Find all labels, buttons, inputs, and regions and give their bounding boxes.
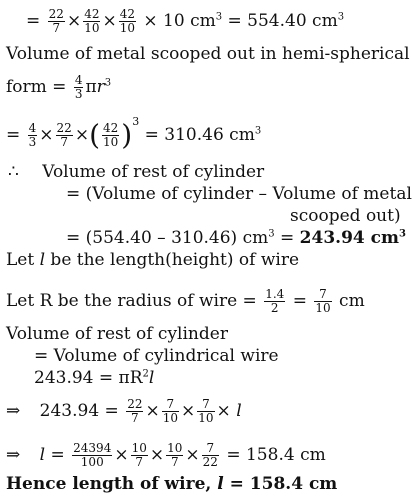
fraction: $\frac{7}{22}$ bbox=[202, 441, 218, 469]
fraction: $\frac{7}{10}$ bbox=[198, 397, 214, 425]
fraction: $\frac{7}{10}$ bbox=[315, 287, 331, 315]
eq-sign: = bbox=[26, 11, 41, 31]
fraction: $\frac{22}{7}$ bbox=[48, 7, 64, 35]
line-therefore: ∴ Volume of rest of cylinder bbox=[8, 162, 265, 182]
fraction: $\frac{10}{7}$ bbox=[167, 441, 183, 469]
fraction: $\frac{24394}{100}$ bbox=[73, 441, 112, 469]
line-let-l: Let l be the length(height) of wire bbox=[6, 250, 300, 270]
line-volume-cylinder-calc: = $\frac{22}{7}$ × $\frac{42}{10}$ × $\frac{42}{10}$ × 10 $cm^3 = 554.40$ $cm^3$ bbox=[26, 7, 345, 35]
fraction: $\frac{42}{10}$ bbox=[84, 7, 100, 35]
fraction: $\frac{4}{3}$ bbox=[28, 121, 37, 149]
line-final-answer: Hence length of wire, l = 158.4 cm bbox=[6, 474, 338, 494]
line-implies-1: ⇒ 243.94 = $\frac{22}{7}$ × $\frac{7}{10}$ × $\frac{7}{10}$ × l bbox=[6, 397, 242, 425]
fraction: $\frac{10}{7}$ bbox=[131, 441, 147, 469]
line-volume-difference: = (Volume of cylinder – Volume of metal bbox=[66, 184, 412, 204]
fraction: $\frac{7}{10}$ bbox=[162, 397, 179, 425]
line-hemisphere-formula: form = $\frac{4}{3}$ $\pi r^3$ bbox=[6, 73, 112, 101]
line-hemisphere-heading: Volume of metal scooped out in hemi-spherical bbox=[6, 44, 410, 64]
line-hemisphere-calc: = $\frac{4}{3}$ × $\frac{22}{7}$ ×( $\frac{42}{10}$ )$^3$ = 310.46 $cm^3$ bbox=[6, 115, 262, 152]
fraction: $\frac{22}{7}$ bbox=[127, 397, 143, 425]
fraction: $\frac{42}{10}$ bbox=[103, 121, 119, 149]
fraction: $\frac{22}{7}$ bbox=[56, 121, 72, 149]
fraction: $\frac{1.4}{2}$ bbox=[265, 287, 285, 315]
fraction: $\frac{42}{10}$ bbox=[119, 7, 135, 35]
implies-arrow: ⇒ bbox=[6, 401, 21, 421]
therefore-symbol: ∴ bbox=[8, 162, 19, 182]
line-rest-cylinder: Volume of rest of cylinder bbox=[6, 324, 228, 344]
line-scooped-out: scooped out) bbox=[290, 206, 401, 226]
implies-arrow: ⇒ bbox=[6, 445, 21, 465]
line-cylindrical-wire: = Volume of cylindrical wire bbox=[34, 346, 279, 366]
line-rest-result: = (554.40 – 310.46) $cm^3 = 243.94$ $cm^3$ bbox=[66, 228, 406, 248]
line-pi-r2-l: $243.94 = \pi R^2l$ bbox=[34, 368, 155, 388]
line-let-r: Let R be the radius of wire = $\frac{1.4}{2}$ = $\frac{7}{10}$ cm bbox=[6, 287, 365, 315]
fraction: $\frac{4}{3}$ bbox=[74, 73, 83, 101]
line-implies-2: ⇒ l = $\frac{24394}{100}$ × $\frac{10}{7}$ × $\frac{10}{7}$ × $\frac{7}{22}$ = 158.4 cm bbox=[6, 441, 326, 469]
